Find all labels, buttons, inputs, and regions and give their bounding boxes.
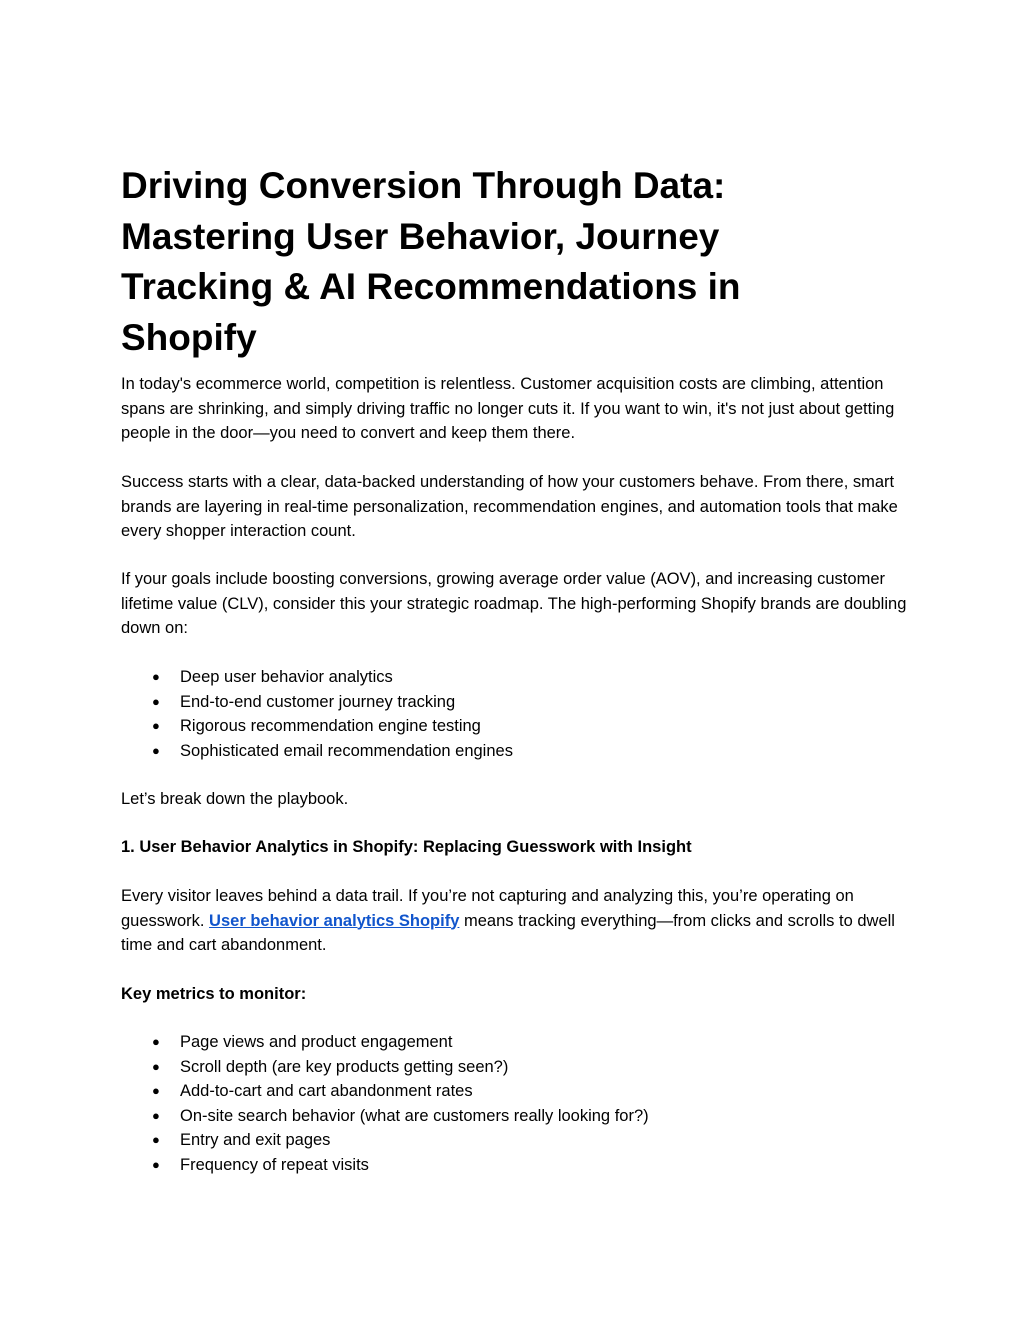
document-title: Driving Conversion Through Data: Mastering User Behavior, Journey Tracking & AI Recommendations in Shopify bbox=[121, 165, 741, 358]
focus-list bbox=[121, 665, 911, 763]
list-item: ● Scroll depth (are key products getting seen?) bbox=[121, 1055, 911, 1080]
bullet-icon: ● bbox=[152, 1034, 160, 1049]
intro-paragraph: In today's ecommerce world, competition is relentless. Customer acquisition costs are climbing, attention spans are shrinking, and simply driving traffic no longer cuts it. If you want to win, it's not just about getting people in the door—you need to convert and keep them there. bbox=[121, 375, 895, 442]
list-item: ● Entry and exit pages bbox=[121, 1128, 911, 1153]
bullet-icon: ● bbox=[152, 1083, 160, 1098]
bullet-icon: ● bbox=[152, 742, 160, 758]
section-paragraph: Every visitor leaves behind a data trail. If you’re not capturing and analyzing this, you’re operating on guesswork. User behavior analytics Shopify means tracking everything—from clicks and scrolls to dwell time and cart abandonment. bbox=[121, 887, 895, 954]
list-item: ● Deep user behavior analytics bbox=[121, 665, 911, 690]
bullet-icon: ● bbox=[152, 693, 160, 709]
metrics-list bbox=[121, 1030, 911, 1177]
section-heading: 1. User Behavior Analytics in Shopify: Replacing Guesswork with Insight bbox=[121, 838, 692, 856]
bullet-icon: ● bbox=[152, 1132, 160, 1147]
success-paragraph: Success starts with a clear, data-backed understanding of how your customers behave. From there, smart brands are layering in real-time personalization, recommendation engines, and automation tools that make every shopper interaction count. bbox=[121, 473, 898, 540]
bullet-icon: ● bbox=[152, 669, 160, 684]
bullet-icon: ● bbox=[152, 1058, 160, 1074]
list-item: ● On-site search behavior (what are customers really looking for?) bbox=[121, 1104, 911, 1129]
metrics-heading: Key metrics to monitor: bbox=[121, 985, 307, 1003]
list-item: ● End-to-end customer journey tracking bbox=[121, 690, 911, 715]
list-item: ● Sophisticated email recommendation engines bbox=[121, 739, 911, 764]
playbook-paragraph: Let’s break down the playbook. bbox=[121, 790, 349, 808]
bullet-icon: ● bbox=[152, 718, 160, 733]
list-item: ● Rigorous recommendation engine testing bbox=[121, 714, 911, 739]
list-item: ● Add-to-cart and cart abandonment rates bbox=[121, 1079, 911, 1104]
bullet-icon: ● bbox=[152, 1107, 160, 1123]
bullet-icon: ● bbox=[152, 1156, 160, 1172]
list-item: ● Page views and product engagement bbox=[121, 1030, 911, 1055]
goals-paragraph: If your goals include boosting conversions, growing average order value (AOV), and increasing customer lifetime value (CLV), consider this your strategic roadmap. The high-performing Shopify brands are doubling down on: bbox=[121, 570, 907, 637]
list-item: ● Frequency of repeat visits bbox=[121, 1153, 911, 1178]
user-behavior-analytics-link[interactable]: User behavior analytics Shopify bbox=[209, 911, 460, 930]
